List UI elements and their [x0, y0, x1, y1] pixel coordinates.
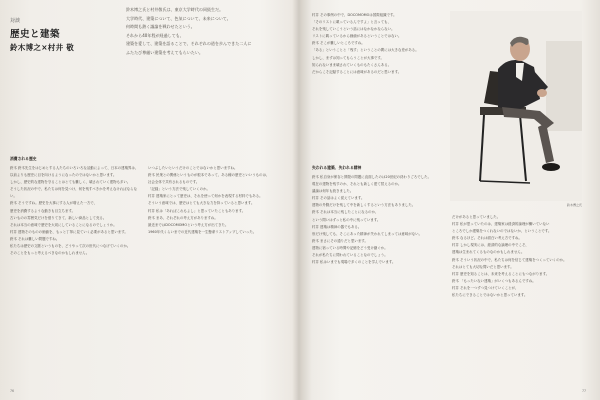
body-paragraph: 鈴木 そういう状況の中で、私たちは何を信じて建築をつくっていくのか。 — [452, 257, 567, 262]
body-paragraph: それが私たちに問われていることなのでしょう。 — [312, 253, 388, 258]
body-column-1-bottom — [312, 174, 444, 383]
body-paragraph: 鈴木 まあ、それぞれの考え方がありますね。 — [148, 215, 218, 220]
article-intro — [126, 6, 286, 78]
body-paragraph: 村井 しかし現実には、経済的な論理の中でこそ、 — [452, 243, 529, 248]
body-column-2-bottom — [452, 214, 584, 383]
body-paragraph: それは本当の意味で歴史を大切にしていることになるのでしょうか。 — [10, 222, 117, 227]
body-paragraph: 私たちにできることではないかと思っています。 — [452, 293, 528, 298]
body-paragraph: 1960年代くらいまでの近代建築を一生懸命リストアップしていった。 — [148, 229, 257, 234]
body-paragraph: しかし、歴史的な建物を守ることはとても難しく、壊されていく建物も多い。 — [10, 180, 131, 185]
body-paragraph: ところでしか建築をつくれないのではないか、ということです。 — [452, 229, 552, 234]
body-paragraph: 現在の建物を残すのか、それとも新しく建て替えるのか。 — [312, 182, 402, 187]
body-paragraph: 「ある」ということと「残す」ということの間には大きな差がある。 — [312, 48, 419, 53]
body-column-1 — [10, 165, 140, 383]
body-paragraph: 村井 それを一つずつ見つけていくことが、 — [452, 285, 519, 290]
body-paragraph: 建物の外側だけを残して中を新しくするという方法もありました。 — [312, 203, 416, 208]
body-column-1-top — [312, 12, 444, 160]
article-title: 歴史と建築 — [10, 29, 61, 40]
body-paragraph: 最近まではDOCOMOMOという考え方が出てきた。 — [148, 222, 229, 227]
body-paragraph: 鈴木 私自身が保存と開発の問題に直面したのは20世紀の終わりごろでした。 — [312, 175, 432, 179]
body-paragraph: 「そのリストに載っているんですよ」と言っても、 — [312, 20, 392, 25]
body-paragraph: 鈴木 それは難しい問題ですね。 — [10, 236, 60, 241]
body-paragraph: 以前よりも歴史に目を向けるようになったのではないかと思います。 — [10, 173, 117, 178]
body-paragraph: リストに載っているから価値があるということではない。 — [312, 34, 402, 39]
body-paragraph: そうした状況の中で、私たちは何を見つけ、何を残すべきかを考えなければならない。 — [10, 187, 138, 199]
intro-line: それから40年程が経過しても、 — [126, 32, 184, 38]
body-paragraph: 村井 建築は精神の器でもある。 — [312, 224, 362, 229]
body-paragraph: 私たちは歴史の文脈というものを、どうやって次の世代につなげていくのか。 — [10, 244, 131, 249]
body-paragraph: 議論は何年も続きました。 — [312, 189, 354, 194]
kicker-label: 対談 — [10, 18, 21, 24]
body-paragraph: 村井 その話はよく覚えています。 — [312, 196, 365, 201]
body-paragraph: 鈴木 「もったいない建築」がいくつもあるんですね。 — [452, 278, 536, 283]
body-paragraph: 村井 建築家にとって歴史は、それを使って何かを表現する材料でもある。 — [148, 194, 263, 199]
body-paragraph: 鈴木 そこが難しいところですね。 — [312, 41, 365, 46]
body-paragraph: だけがあると思っていました。 — [452, 215, 501, 219]
article-byline: 鈴木博之×村井 敬 — [10, 43, 75, 52]
body-paragraph: そういう意味では、歴史はとても大きな力を持っていると思います。 — [148, 201, 255, 206]
portrait-photo-icon — [450, 11, 582, 201]
body-paragraph: 「記録」という方法で残していくのか。 — [148, 187, 210, 192]
right-page — [300, 0, 600, 400]
body-paragraph: 歴史を消費するような動きも目立ちます。 — [10, 208, 76, 213]
body-paragraph: 村井 その事例の中で、DOCOMOMOは国際組織です。 — [312, 13, 397, 17]
body-paragraph: という問いはずっと私の中に残っています。 — [312, 217, 381, 222]
intro-line: 鈴木博之氏と村井敬氏は、東京大学時代の同級生だ。 — [126, 7, 224, 12]
body-paragraph: それはとても大切な問いだと思います。 — [452, 264, 514, 269]
section-heading: 失われる建築、失われる精神 — [312, 165, 362, 170]
photo-caption: 鈴木博之氏 — [567, 203, 583, 207]
body-paragraph: 村井 歴史を知ることは、未来を考えることにもつながります。 — [452, 271, 550, 276]
body-paragraph: いつぶしたいというだけのことではないかと思いますね。 — [148, 166, 238, 170]
body-paragraph: 鈴木 鈴木先生をはじめとする人たちのいろいろな活動によって、日本の建築界は、 — [10, 166, 139, 170]
body-paragraph: 建物に宿っている時間や記憶をどう受け継ぐか。 — [312, 245, 388, 250]
body-paragraph: 鈴木 まさにその通りだと思います。 — [312, 238, 368, 243]
section-heading: 消費される歴史 — [10, 156, 37, 161]
body-paragraph: 社会全体で共有されるものです。 — [148, 180, 200, 185]
body-paragraph: 村井 私が思っていたのは、建築家は経済的論理が働いていない — [452, 222, 550, 227]
body-paragraph: 建築は生まれてくるものなのかもしれません。 — [452, 250, 525, 255]
intro-line: 何時間も熱く議論を戦わせたという。 — [126, 24, 195, 30]
body-paragraph: 鈴木 なるほど。それは面白い考え方ですね。 — [452, 236, 522, 241]
body-paragraph: 鈴木 それは本当に残したことになるのか、 — [312, 210, 379, 215]
body-column-2 — [148, 165, 282, 383]
intro-line: 建築を愛して、建築を語ることで、それぞれの道を歩んできた二人に — [126, 41, 252, 47]
body-paragraph: 鈴木 民衆との関係というものが根本であって、ある種の歴史といいうものは、 — [148, 173, 270, 178]
intro-line: ふたたび尊厳い建築を考えてもらいたい。 — [126, 49, 203, 55]
body-paragraph: 村井 私は「あればこれもよし」と思っていたこともあります。 — [148, 208, 246, 213]
body-paragraph: 形だけ残しても、そこにあった精神が失われてしまっては意味がない。 — [312, 231, 423, 236]
body-paragraph: そのことをもっと考えるべきなのかもしれません。 — [10, 251, 90, 256]
intro-line: 大学時代、建築について、色気について、未来について。 — [126, 15, 231, 21]
body-paragraph: だからこそ記録することには意味があるのだと思います。 — [312, 69, 402, 74]
body-paragraph: 村井 私はいまでも現場で多くのことを学んでいます。 — [312, 260, 396, 265]
body-paragraph: 知られないまま壊されていくものもたくさんある。 — [312, 62, 392, 67]
portrait-photo — [450, 11, 582, 201]
body-paragraph: それを残していこうという話にはなかなかならない。 — [312, 27, 395, 32]
body-paragraph: 村井 建物そのものの価値を、もっと丁寧に見ていく必要があると思います。 — [10, 229, 128, 234]
body-paragraph: 鈴木 そうですね。歴史を大事にする人が増えた一方で、 — [10, 201, 98, 206]
body-paragraph: 古いものの雰囲気だけを借りてきて、新しい商品として売る。 — [10, 215, 107, 220]
page-number-right: 77 — [582, 389, 587, 393]
page-number-left: 76 — [10, 389, 15, 393]
body-paragraph: しかし、まずは知ってもらうことが大事です。 — [312, 55, 384, 60]
